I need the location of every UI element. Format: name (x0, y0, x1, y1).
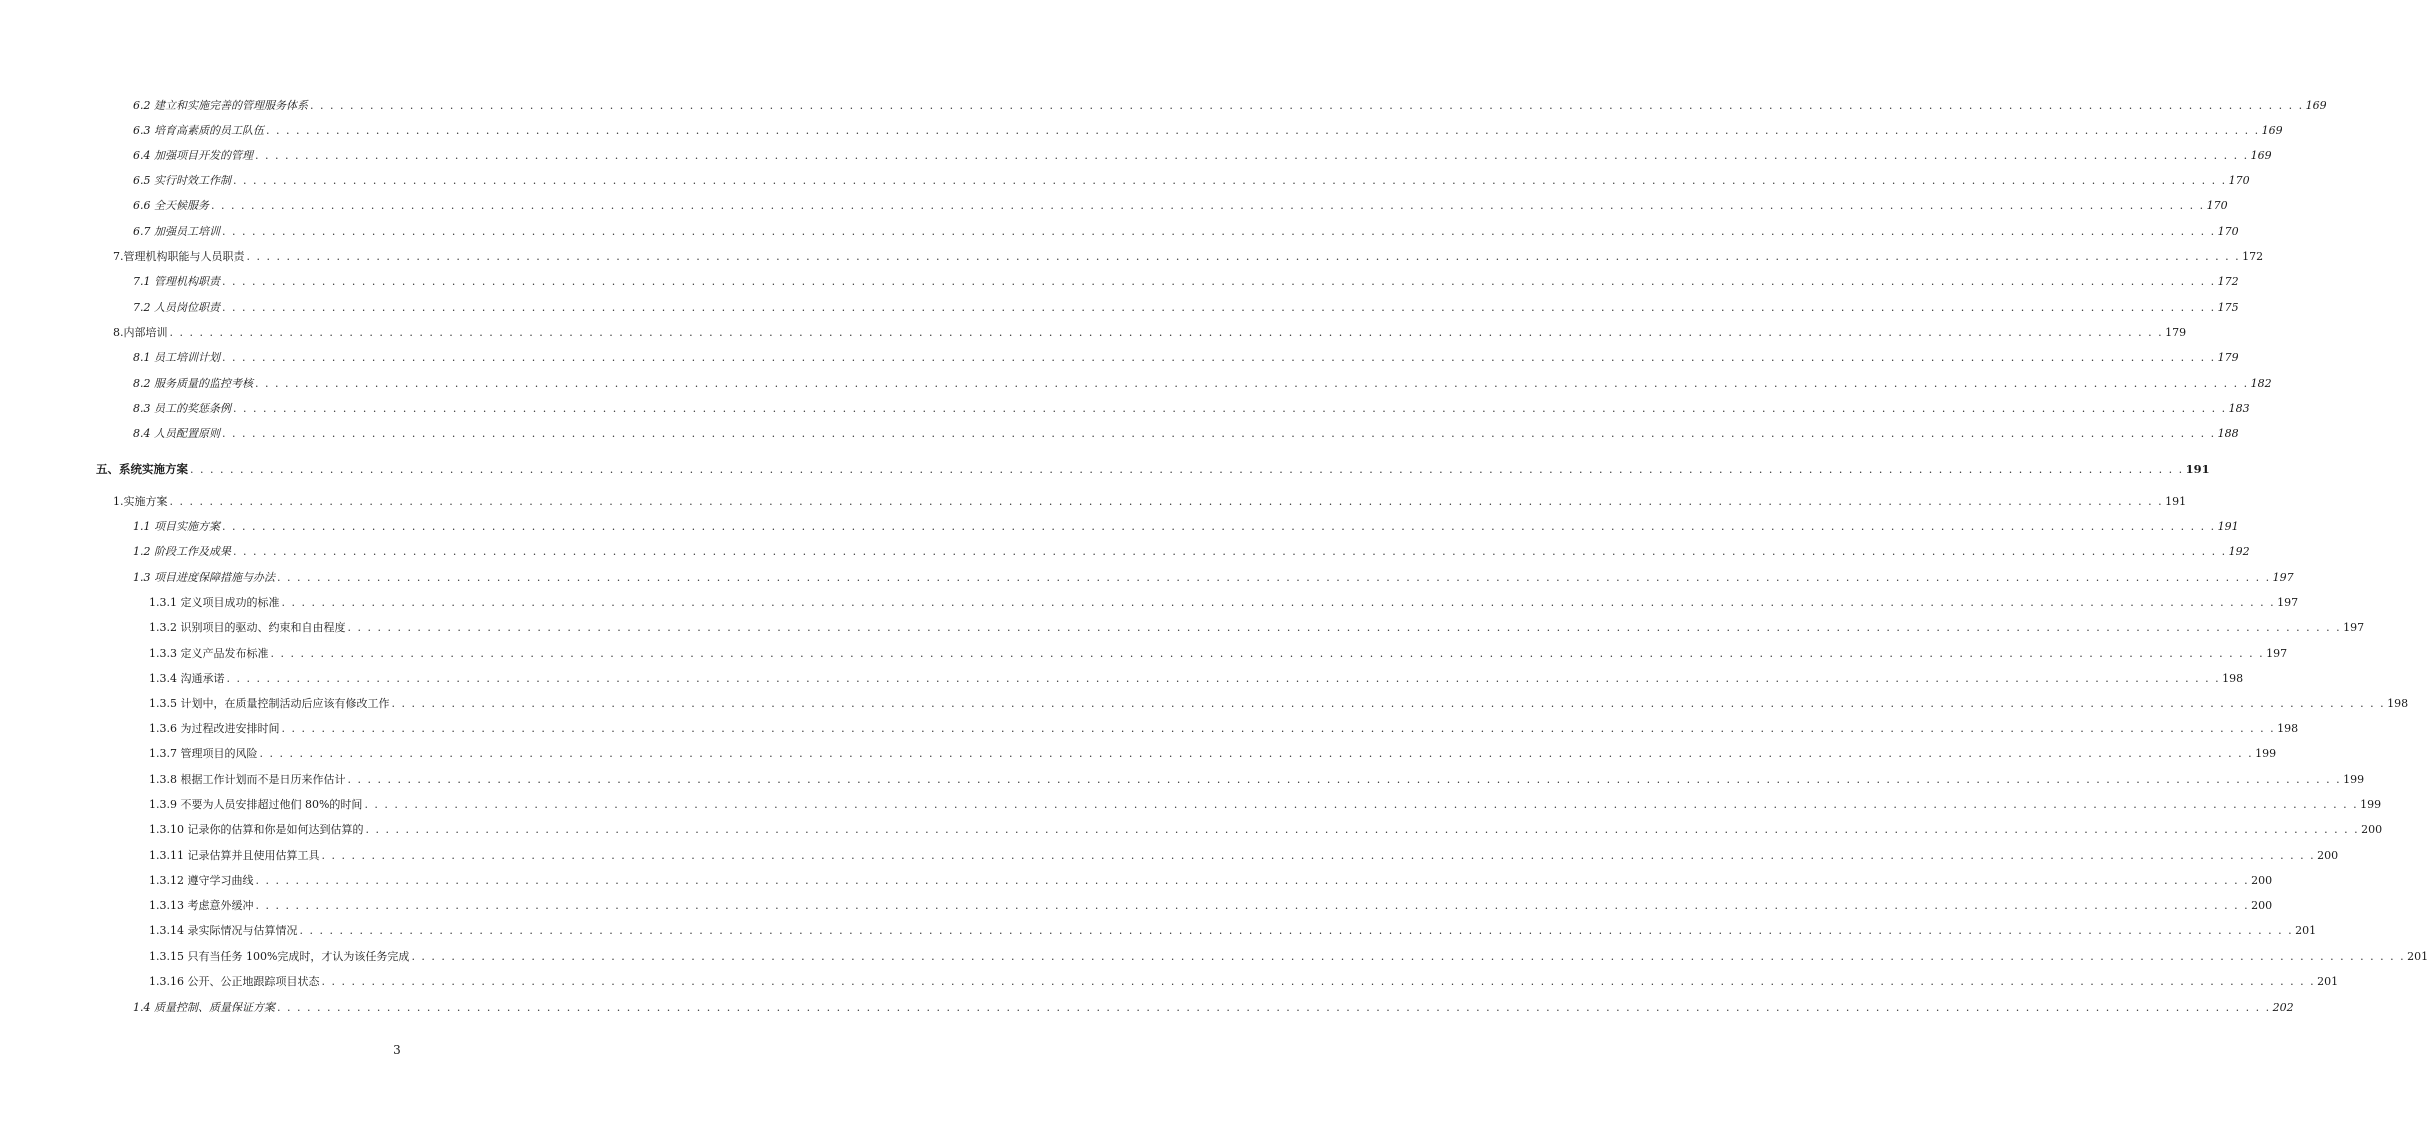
toc-entry[interactable] (96, 461, 2210, 477)
toc-entry-title: 1.3.2 识别项目的驱动、约束和自由程度 (149, 621, 346, 634)
toc-entry-title: 8.3 员工的奖惩条例 (133, 402, 231, 415)
toc-entry[interactable] (149, 595, 2299, 611)
toc-entry-title: 8.1 员工培训计划 (133, 351, 220, 364)
toc-entry-page: 192 (2228, 545, 2250, 558)
toc-entry-page: 183 (2228, 402, 2250, 415)
toc-entry[interactable] (113, 325, 2187, 341)
toc-entry[interactable] (149, 822, 2383, 838)
toc-entry[interactable] (149, 949, 2428, 965)
toc-entry-page: 201 (2317, 975, 2339, 988)
toc-entry[interactable] (133, 198, 2228, 214)
dot-leader: . . . . . . . . . . . . . . . . . . . . . . . . . . . . . . . . . . . . . . . . . . . . . . . . . . . . . . . . . . . . . . . . . . . . . . . . . . . . . . . . . . . . . . . . . . . . . . . . . . . . . . . . . . . . . . . . . . . . . . . . . . . . . . . . . . . . . . . . . . . . . . . . . . . . . . . . . . . . . . . . . . . . . . . . . . . . . . . . . . . . . . . . . . . . . . . . . . . . . . . . (190, 463, 2184, 476)
toc-entry-page: 170 (2228, 174, 2250, 187)
dot-leader: . . . . . . . . . . . . . . . . . . . . . . . . . . . . . . . . . . . . . . . . . . . . . . . . . . . . . . . . . . . . . . . . . . . . . . . . . . . . . . . . . . . . . . . . . . . . . . . . . . . . . . . . . . . . . . . . . . . . . . . . . . . . . . . . . . . . . . . . . . . . . . . . . . . . . . . . . . . . . . . . . . . . . . . . . . . . . . . . . . . . . . . . . . . . . . . . . . . . . . . . (222, 427, 2216, 440)
dot-leader: . . . . . . . . . . . . . . . . . . . . . . . . . . . . . . . . . . . . . . . . . . . . . . . . . . . . . . . . . . . . . . . . . . . . . . . . . . . . . . . . . . . . . . . . . . . . . . . . . . . . . . . . . . . . . . . . . . . . . . . . . . . . . . . . . . . . . . . . . . . . . . . . . . . . . . . . . . . . . . . . . . . . . . . . . . . . . . . . . . . . . . . . . . . . . . . . . . . . . . . . (347, 621, 2342, 634)
toc-entry-title: 1.3.13 考虑意外缓冲 (149, 899, 254, 912)
toc-entry[interactable] (149, 772, 2365, 788)
toc-entry-title: 1.3.12 遵守学习曲线 (149, 874, 254, 887)
toc-entry[interactable] (133, 519, 2239, 535)
dot-leader: . . . . . . . . . . . . . . . . . . . . . . . . . . . . . . . . . . . . . . . . . . . . . . . . . . . . . . . . . . . . . . . . . . . . . . . . . . . . . . . . . . . . . . . . . . . . . . . . . . . . . . . . . . . . . . . . . . . . . . . . . . . . . . . . . . . . . . . . . . . . . . . . . . . . . . . . . . . . . . . . . . . . . . . . . . . . . . . . . . . . . . . . . . . . . . . . . . . . . . . . (222, 520, 2216, 533)
toc-entry[interactable] (113, 249, 2264, 265)
toc-entry[interactable] (133, 376, 2272, 392)
toc-entry-title: 1.3.9 不要为人员安排超过他们 80%的时间 (149, 798, 363, 811)
toc-entry-page: 200 (2361, 823, 2383, 836)
toc-entry-page: 199 (2343, 773, 2365, 786)
toc-entry-title: 1.3.5 计划中，在质量控制活动后应该有修改工作 (149, 697, 390, 710)
toc-entry-page: 170 (2217, 225, 2239, 238)
toc-entry[interactable] (149, 646, 2288, 662)
dot-leader: . . . . . . . . . . . . . . . . . . . . . . . . . . . . . . . . . . . . . . . . . . . . . . . . . . . . . . . . . . . . . . . . . . . . . . . . . . . . . . . . . . . . . . . . . . . . . . . . . . . . . . . . . . . . . . . . . . . . . . . . . . . . . . . . . . . . . . . . . . . . . . . . . . . . . . . . . . . . . . . . . . . . . . . . . . . . . . . . . . . . . . . . . . . . . . . . . . . . . . . . (364, 798, 2359, 811)
toc-entry-page: 197 (2343, 621, 2365, 634)
toc-entry-page: 201 (2295, 924, 2317, 937)
toc-entry-page: 200 (2251, 874, 2273, 887)
toc-entry[interactable] (133, 148, 2272, 164)
toc-entry-title: 7.管理机构职能与人员职责 (113, 250, 245, 263)
toc-entry-page: 198 (2387, 697, 2409, 710)
toc-entry-page: 197 (2266, 647, 2288, 660)
dot-leader: . . . . . . . . . . . . . . . . . . . . . . . . . . . . . . . . . . . . . . . . . . . . . . . . . . . . . . . . . . . . . . . . . . . . . . . . . . . . . . . . . . . . . . . . . . . . . . . . . . . . . . . . . . . . . . . . . . . . . . . . . . . . . . . . . . . . . . . . . . . . . . . . . . . . . . . . . . . . . . . . . . . . . . . . . . . . . . . . . . . . . . . . . . . . . . . . . . . . . . . . (321, 975, 2316, 988)
dot-leader: . . . . . . . . . . . . . . . . . . . . . . . . . . . . . . . . . . . . . . . . . . . . . . . . . . . . . . . . . . . . . . . . . . . . . . . . . . . . . . . . . . . . . . . . . . . . . . . . . . . . . . . . . . . . . . . . . . . . . . . . . . . . . . . . . . . . . . . . . . . . . . . . . . . . . . . . . . . . . . . . . . . . . . . . . . . . . . . . . . . . . . . . . . . . . . . . . . . . . . . . (255, 874, 2250, 887)
toc-entry-page: 188 (2217, 427, 2239, 440)
toc-entry[interactable] (133, 173, 2250, 189)
toc-entry[interactable] (149, 898, 2273, 914)
dot-leader: . . . . . . . . . . . . . . . . . . . . . . . . . . . . . . . . . . . . . . . . . . . . . . . . . . . . . . . . . . . . . . . . . . . . . . . . . . . . . . . . . . . . . . . . . . . . . . . . . . . . . . . . . . . . . . . . . . . . . . . . . . . . . . . . . . . . . . . . . . . . . . . . . . . . . . . . . . . . . . . . . . . . . . . . . . . . . . . . . . . . . . . . . . . . . . . . . . . . . . . . (222, 275, 2216, 288)
dot-leader: . . . . . . . . . . . . . . . . . . . . . . . . . . . . . . . . . . . . . . . . . . . . . . . . . . . . . . . . . . . . . . . . . . . . . . . . . . . . . . . . . . . . . . . . . . . . . . . . . . . . . . . . . . . . . . . . . . . . . . . . . . . . . . . . . . . . . . . . . . . . . . . . . . . . . . . . . . . . . . . . . . . . . . . . . . . . . . . . . . . . . . . . . . . . . . . . . . . . . . . . (211, 199, 2205, 212)
toc-entry-title: 6.5 实行时效工作制 (133, 174, 231, 187)
dot-leader: . . . . . . . . . . . . . . . . . . . . . . . . . . . . . . . . . . . . . . . . . . . . . . . . . . . . . . . . . . . . . . . . . . . . . . . . . . . . . . . . . . . . . . . . . . . . . . . . . . . . . . . . . . . . . . . . . . . . . . . . . . . . . . . . . . . . . . . . . . . . . . . . . . . . . . . . . . . . . . . . . . . . . . . . . . . . . . . . . . . . . . . . . . . . . . . . . . . . . . . . (233, 174, 2227, 187)
dot-leader: . . . . . . . . . . . . . . . . . . . . . . . . . . . . . . . . . . . . . . . . . . . . . . . . . . . . . . . . . . . . . . . . . . . . . . . . . . . . . . . . . . . . . . . . . . . . . . . . . . . . . . . . . . . . . . . . . . . . . . . . . . . . . . . . . . . . . . . . . . . . . . . . . . . . . . . . . . . . . . . . . . . . . . . . . . . . . . . . . . . . . . . . . . . . . . . . . . . . . . . . (255, 377, 2249, 390)
dot-leader: . . . . . . . . . . . . . . . . . . . . . . . . . . . . . . . . . . . . . . . . . . . . . . . . . . . . . . . . . . . . . . . . . . . . . . . . . . . . . . . . . . . . . . . . . . . . . . . . . . . . . . . . . . . . . . . . . . . . . . . . . . . . . . . . . . . . . . . . . . . . . . . . . . . . . . . . . . . . . . . . . . . . . . . . . . . . . . . . . . . . . . . . . . . . . . . . . . . . . . . . (222, 351, 2216, 364)
dot-leader: . . . . . . . . . . . . . . . . . . . . . . . . . . . . . . . . . . . . . . . . . . . . . . . . . . . . . . . . . . . . . . . . . . . . . . . . . . . . . . . . . . . . . . . . . . . . . . . . . . . . . . . . . . . . . . . . . . . . . . . . . . . . . . . . . . . . . . . . . . . . . . . . . . . . . . . . . . . . . . . . . . . . . . . . . . . . . . . . . . . . . . . . . . . . . . . . . . . . . . . . (259, 747, 2254, 760)
toc-entry-page: 199 (2360, 798, 2382, 811)
toc-entry-page: 191 (2165, 495, 2187, 508)
dot-leader: . . . . . . . . . . . . . . . . . . . . . . . . . . . . . . . . . . . . . . . . . . . . . . . . . . . . . . . . . . . . . . . . . . . . . . . . . . . . . . . . . . . . . . . . . . . . . . . . . . . . . . . . . . . . . . . . . . . . . . . . . . . . . . . . . . . . . . . . . . . . . . . . . . . . . . . . . . . . . . . . . . . . . . . . . . . . . . . . . . . . . . . . . . . . . . . . . . . . . . . . (277, 571, 2271, 584)
toc-entry-title: 8.4 人员配置原则 (133, 427, 220, 440)
toc-entry-title: 6.6 全天候服务 (133, 199, 209, 212)
toc-entry-page: 202 (2272, 1001, 2294, 1014)
toc-entry-title: 1.1 项目实施方案 (133, 520, 220, 533)
dot-leader: . . . . . . . . . . . . . . . . . . . . . . . . . . . . . . . . . . . . . . . . . . . . . . . . . . . . . . . . . . . . . . . . . . . . . . . . . . . . . . . . . . . . . . . . . . . . . . . . . . . . . . . . . . . . . . . . . . . . . . . . . . . . . . . . . . . . . . . . . . . . . . . . . . . . . . . . . . . . . . . . . . . . . . . . . . . . . . . . . . . . . . . . . . . . . . . . . . . . . . . . (255, 149, 2249, 162)
toc-entry-title: 7.1 管理机构职责 (133, 275, 220, 288)
toc-entry-title: 1.2 阶段工作及成果 (133, 545, 231, 558)
toc-entry-title: 6.2 建立和实施完善的管理服务体系 (133, 99, 308, 112)
toc-entry[interactable] (149, 746, 2277, 762)
toc-entry-title: 1.3 项目进度保障措施与办法 (133, 571, 275, 584)
toc-entry-title: 1.3.14 录实际情况与估算情况 (149, 924, 298, 937)
toc-entry-page: 199 (2255, 747, 2277, 760)
toc-entry-page: 169 (2250, 149, 2272, 162)
toc-entry[interactable] (133, 98, 2327, 114)
toc-entry-page: 191 (2217, 520, 2239, 533)
toc-entry[interactable] (149, 848, 2339, 864)
toc-entry[interactable] (149, 671, 2244, 687)
dot-leader: . . . . . . . . . . . . . . . . . . . . . . . . . . . . . . . . . . . . . . . . . . . . . . . . . . . . . . . . . . . . . . . . . . . . . . . . . . . . . . . . . . . . . . . . . . . . . . . . . . . . . . . . . . . . . . . . . . . . . . . . . . . . . . . . . . . . . . . . . . . . . . . . . . . . . . . . . . . . . . . . . . . . . . . . . . . . . . . . . . . . . . . . . . . . . . . . . . . . . . . . (321, 849, 2316, 862)
toc-entry-page: 198 (2222, 672, 2244, 685)
dot-leader: . . . . . . . . . . . . . . . . . . . . . . . . . . . . . . . . . . . . . . . . . . . . . . . . . . . . . . . . . . . . . . . . . . . . . . . . . . . . . . . . . . . . . . . . . . . . . . . . . . . . . . . . . . . . . . . . . . . . . . . . . . . . . . . . . . . . . . . . . . . . . . . . . . . . . . . . . . . . . . . . . . . . . . . . . . . . . . . . . . . . . . . . . . . . . . . . . . . . . . . . (391, 697, 2386, 710)
toc-entry[interactable] (149, 797, 2382, 813)
toc-entry-page: 172 (2242, 250, 2264, 263)
toc-entry-page: 169 (2305, 99, 2327, 112)
toc-entry-title: 五、系统实施方案 (96, 462, 188, 476)
dot-leader: . . . . . . . . . . . . . . . . . . . . . . . . . . . . . . . . . . . . . . . . . . . . . . . . . . . . . . . . . . . . . . . . . . . . . . . . . . . . . . . . . . . . . . . . . . . . . . . . . . . . . . . . . . . . . . . . . . . . . . . . . . . . . . . . . . . . . . . . . . . . . . . . . . . . . . . . . . . . . . . . . . . . . . . . . . . . . . . . . . . . . . . . . . . . . . . . . . . . . . . . (411, 950, 2406, 963)
toc-entry-page: 197 (2272, 571, 2294, 584)
toc-entry-page: 197 (2277, 596, 2299, 609)
dot-leader: . . . . . . . . . . . . . . . . . . . . . . . . . . . . . . . . . . . . . . . . . . . . . . . . . . . . . . . . . . . . . . . . . . . . . . . . . . . . . . . . . . . . . . . . . . . . . . . . . . . . . . . . . . . . . . . . . . . . . . . . . . . . . . . . . . . . . . . . . . . . . . . . . . . . . . . . . . . . . . . . . . . . . . . . . . . . . . . . . . . . . . . . . . . . . . . . . . . . . . . . (266, 124, 2260, 137)
toc-entry[interactable] (133, 426, 2239, 442)
toc-entry-title: 6.4 加强项目开发的管理 (133, 149, 253, 162)
toc-entry-title: 6.7 加强员工培训 (133, 225, 220, 238)
dot-leader: . . . . . . . . . . . . . . . . . . . . . . . . . . . . . . . . . . . . . . . . . . . . . . . . . . . . . . . . . . . . . . . . . . . . . . . . . . . . . . . . . . . . . . . . . . . . . . . . . . . . . . . . . . . . . . . . . . . . . . . . . . . . . . . . . . . . . . . . . . . . . . . . . . . . . . . . . . . . . . . . . . . . . . . . . . . . . . . . . . . . . . . . . . . . . . . . . . . . . . . . (277, 1001, 2271, 1014)
toc-entry-page: 201 (2407, 950, 2428, 963)
toc-entry-title: 1.3.1 定义项目成功的标准 (149, 596, 280, 609)
dot-leader: . . . . . . . . . . . . . . . . . . . . . . . . . . . . . . . . . . . . . . . . . . . . . . . . . . . . . . . . . . . . . . . . . . . . . . . . . . . . . . . . . . . . . . . . . . . . . . . . . . . . . . . . . . . . . . . . . . . . . . . . . . . . . . . . . . . . . . . . . . . . . . . . . . . . . . . . . . . . . . . . . . . . . . . . . . . . . . . . . . . . . . . . . . . . . . . . . . . . . . . . (169, 326, 2164, 339)
page-number: 3 (393, 1043, 401, 1057)
toc-entry[interactable] (149, 873, 2273, 889)
dot-leader: . . . . . . . . . . . . . . . . . . . . . . . . . . . . . . . . . . . . . . . . . . . . . . . . . . . . . . . . . . . . . . . . . . . . . . . . . . . . . . . . . . . . . . . . . . . . . . . . . . . . . . . . . . . . . . . . . . . . . . . . . . . . . . . . . . . . . . . . . . . . . . . . . . . . . . . . . . . . . . . . . . . . . . . . . . . . . . . . . . . . . . . . . . . . . . . . . . . . . . . . (222, 225, 2216, 238)
dot-leader: . . . . . . . . . . . . . . . . . . . . . . . . . . . . . . . . . . . . . . . . . . . . . . . . . . . . . . . . . . . . . . . . . . . . . . . . . . . . . . . . . . . . . . . . . . . . . . . . . . . . . . . . . . . . . . . . . . . . . . . . . . . . . . . . . . . . . . . . . . . . . . . . . . . . . . . . . . . . . . . . . . . . . . . . . . . . . . . . . . . . . . . . . . . . . . . . . . . . . . . . (299, 924, 2294, 937)
dot-leader: . . . . . . . . . . . . . . . . . . . . . . . . . . . . . . . . . . . . . . . . . . . . . . . . . . . . . . . . . . . . . . . . . . . . . . . . . . . . . . . . . . . . . . . . . . . . . . . . . . . . . . . . . . . . . . . . . . . . . . . . . . . . . . . . . . . . . . . . . . . . . . . . . . . . . . . . . . . . . . . . . . . . . . . . . . . . . . . . . . . . . . . . . . . . . . . . . . . . . . . . (281, 722, 2276, 735)
toc-entry-page: 169 (2261, 124, 2283, 137)
toc-entry-title: 1.3.11 记录估算并且使用估算工具 (149, 849, 320, 862)
toc-entry[interactable] (149, 620, 2365, 636)
toc-entry[interactable] (113, 494, 2187, 510)
toc-entry-title: 1.实施方案 (113, 495, 168, 508)
toc-entry[interactable] (133, 570, 2294, 586)
toc-entry[interactable] (133, 123, 2283, 139)
dot-leader: . . . . . . . . . . . . . . . . . . . . . . . . . . . . . . . . . . . . . . . . . . . . . . . . . . . . . . . . . . . . . . . . . . . . . . . . . . . . . . . . . . . . . . . . . . . . . . . . . . . . . . . . . . . . . . . . . . . . . . . . . . . . . . . . . . . . . . . . . . . . . . . . . . . . . . . . . . . . . . . . . . . . . . . . . . . . . . . . . . . . . . . . . . . . . . . . . . . . . . . . (365, 823, 2360, 836)
toc-entry-title: 1.3.4 沟通承诺 (149, 672, 225, 685)
toc-entry-title: 1.3.8 根据工作计划而不是日历来作估计 (149, 773, 346, 786)
dot-leader: . . . . . . . . . . . . . . . . . . . . . . . . . . . . . . . . . . . . . . . . . . . . . . . . . . . . . . . . . . . . . . . . . . . . . . . . . . . . . . . . . . . . . . . . . . . . . . . . . . . . . . . . . . . . . . . . . . . . . . . . . . . . . . . . . . . . . . . . . . . . . . . . . . . . . . . . . . . . . . . . . . . . . . . . . . . . . . . . . . . . . . . . . . . . . . . . . . . . . . . . (255, 899, 2250, 912)
toc-entry-page: 170 (2206, 199, 2228, 212)
toc-entry-page: 200 (2251, 899, 2273, 912)
toc-entry[interactable] (133, 1000, 2294, 1016)
toc-entry-page: 172 (2217, 275, 2239, 288)
toc-entry[interactable] (133, 350, 2239, 366)
toc-entry-title: 1.3.15 只有当任务 100%完成时，才认为该任务完成 (149, 950, 410, 963)
dot-leader: . . . . . . . . . . . . . . . . . . . . . . . . . . . . . . . . . . . . . . . . . . . . . . . . . . . . . . . . . . . . . . . . . . . . . . . . . . . . . . . . . . . . . . . . . . . . . . . . . . . . . . . . . . . . . . . . . . . . . . . . . . . . . . . . . . . . . . . . . . . . . . . . . . . . . . . . . . . . . . . . . . . . . . . . . . . . . . . . . . . . . . . . . . . . . . . . . . . . . . . . (281, 596, 2276, 609)
toc-entry-page: 182 (2250, 377, 2272, 390)
dot-leader: . . . . . . . . . . . . . . . . . . . . . . . . . . . . . . . . . . . . . . . . . . . . . . . . . . . . . . . . . . . . . . . . . . . . . . . . . . . . . . . . . . . . . . . . . . . . . . . . . . . . . . . . . . . . . . . . . . . . . . . . . . . . . . . . . . . . . . . . . . . . . . . . . . . . . . . . . . . . . . . . . . . . . . . . . . . . . . . . . . . . . . . . . . . . . . . . . . . . . . . . (169, 495, 2164, 508)
toc-entry-title: 8.内部培训 (113, 326, 168, 339)
toc-entry[interactable] (133, 544, 2250, 560)
toc-entry-title: 1.3.10 记录你的估算和你是如何达到估算的 (149, 823, 364, 836)
toc-entry-title: 8.2 服务质量的监控考核 (133, 377, 253, 390)
toc-entry-title: 6.3 培育高素质的员工队伍 (133, 124, 264, 137)
toc-entry-title: 1.3.3 定义产品发布标准 (149, 647, 269, 660)
toc-entry[interactable] (133, 274, 2239, 290)
toc-entry-title: 7.2 人员岗位职责 (133, 301, 220, 314)
toc-entry-title: 1.3.7 管理项目的风险 (149, 747, 258, 760)
toc-entry[interactable] (133, 224, 2239, 240)
toc-entry[interactable] (149, 696, 2409, 712)
toc-entry[interactable] (149, 923, 2317, 939)
toc-entry[interactable] (149, 721, 2299, 737)
toc-entry-title: 1.3.16 公开、公正地跟踪项目状态 (149, 975, 320, 988)
dot-leader: . . . . . . . . . . . . . . . . . . . . . . . . . . . . . . . . . . . . . . . . . . . . . . . . . . . . . . . . . . . . . . . . . . . . . . . . . . . . . . . . . . . . . . . . . . . . . . . . . . . . . . . . . . . . . . . . . . . . . . . . . . . . . . . . . . . . . . . . . . . . . . . . . . . . . . . . . . . . . . . . . . . . . . . . . . . . . . . . . . . . . . . . . . . . . . . . . . . . . . . . (347, 773, 2342, 786)
toc-entry[interactable] (149, 974, 2339, 990)
toc-entry-title: 1.4 质量控制、质量保证方案 (133, 1001, 275, 1014)
toc-entry-page: 175 (2217, 301, 2239, 314)
dot-leader: . . . . . . . . . . . . . . . . . . . . . . . . . . . . . . . . . . . . . . . . . . . . . . . . . . . . . . . . . . . . . . . . . . . . . . . . . . . . . . . . . . . . . . . . . . . . . . . . . . . . . . . . . . . . . . . . . . . . . . . . . . . . . . . . . . . . . . . . . . . . . . . . . . . . . . . . . . . . . . . . . . . . . . . . . . . . . . . . . . . . . . . . . . . . . . . . . . . . . . . . (226, 672, 2221, 685)
toc-entry[interactable] (133, 300, 2239, 316)
toc-entry-page: 179 (2217, 351, 2239, 364)
dot-leader: . . . . . . . . . . . . . . . . . . . . . . . . . . . . . . . . . . . . . . . . . . . . . . . . . . . . . . . . . . . . . . . . . . . . . . . . . . . . . . . . . . . . . . . . . . . . . . . . . . . . . . . . . . . . . . . . . . . . . . . . . . . . . . . . . . . . . . . . . . . . . . . . . . . . . . . . . . . . . . . . . . . . . . . . . . . . . . . . . . . . . . . . . . . . . . . . . . . . . . . . (310, 99, 2304, 112)
toc-entry[interactable] (133, 401, 2250, 417)
dot-leader: . . . . . . . . . . . . . . . . . . . . . . . . . . . . . . . . . . . . . . . . . . . . . . . . . . . . . . . . . . . . . . . . . . . . . . . . . . . . . . . . . . . . . . . . . . . . . . . . . . . . . . . . . . . . . . . . . . . . . . . . . . . . . . . . . . . . . . . . . . . . . . . . . . . . . . . . . . . . . . . . . . . . . . . . . . . . . . . . . . . . . . . . . . . . . . . . . . . . . . . . (233, 402, 2227, 415)
dot-leader: . . . . . . . . . . . . . . . . . . . . . . . . . . . . . . . . . . . . . . . . . . . . . . . . . . . . . . . . . . . . . . . . . . . . . . . . . . . . . . . . . . . . . . . . . . . . . . . . . . . . . . . . . . . . . . . . . . . . . . . . . . . . . . . . . . . . . . . . . . . . . . . . . . . . . . . . . . . . . . . . . . . . . . . . . . . . . . . . . . . . . . . . . . . . . . . . . . . . . . . . (233, 545, 2227, 558)
toc-entry-page: 191 (2185, 462, 2210, 476)
dot-leader: . . . . . . . . . . . . . . . . . . . . . . . . . . . . . . . . . . . . . . . . . . . . . . . . . . . . . . . . . . . . . . . . . . . . . . . . . . . . . . . . . . . . . . . . . . . . . . . . . . . . . . . . . . . . . . . . . . . . . . . . . . . . . . . . . . . . . . . . . . . . . . . . . . . . . . . . . . . . . . . . . . . . . . . . . . . . . . . . . . . . . . . . . . . . . . . . . . . . . . . . (222, 301, 2216, 314)
toc-entry-page: 179 (2165, 326, 2187, 339)
toc-entry-page: 198 (2277, 722, 2299, 735)
toc-entry-page: 200 (2317, 849, 2339, 862)
dot-leader: . . . . . . . . . . . . . . . . . . . . . . . . . . . . . . . . . . . . . . . . . . . . . . . . . . . . . . . . . . . . . . . . . . . . . . . . . . . . . . . . . . . . . . . . . . . . . . . . . . . . . . . . . . . . . . . . . . . . . . . . . . . . . . . . . . . . . . . . . . . . . . . . . . . . . . . . . . . . . . . . . . . . . . . . . . . . . . . . . . . . . . . . . . . . . . . . . . . . . . . . (270, 647, 2265, 660)
dot-leader: . . . . . . . . . . . . . . . . . . . . . . . . . . . . . . . . . . . . . . . . . . . . . . . . . . . . . . . . . . . . . . . . . . . . . . . . . . . . . . . . . . . . . . . . . . . . . . . . . . . . . . . . . . . . . . . . . . . . . . . . . . . . . . . . . . . . . . . . . . . . . . . . . . . . . . . . . . . . . . . . . . . . . . . . . . . . . . . . . . . . . . . . . . . . . . . . . . . . . . . . (246, 250, 2241, 263)
toc-entry-title: 1.3.6 为过程改进安排时间 (149, 722, 280, 735)
